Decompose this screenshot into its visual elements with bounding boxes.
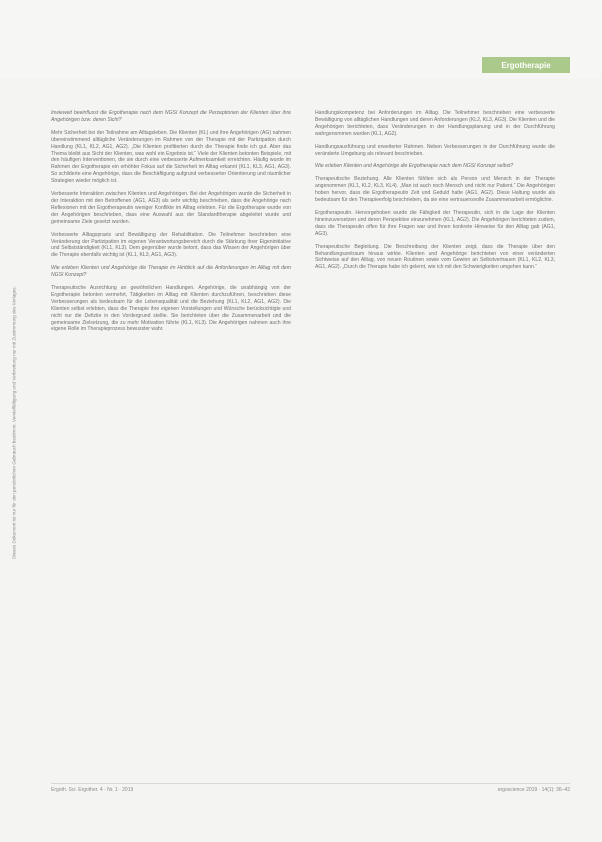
page-footer (51, 787, 570, 797)
right-column (315, 110, 555, 271)
paragraph-competence: Handlungskompetenz bei Anforderungen im Alltag. Die Teilnehmer beschrieben eine verbesserte Bewältigung von alltäglichen Handlungen und deren Anforderungen (KL2, KL3, AG3). Die Klienten und die Angehörigen berichteten, dass Veränderungen in der Handlungsplanung und in der Durchführung wahrgenommen wurden (KL1, AG2). (315, 110, 555, 137)
sidebar-notice (4, 90, 18, 770)
sidebar-notice-text: Dieses Dokument ist nur für den persönlichen Gebrauch bestimmt. Vervielfältigung und Verbreitung nur mit Zustimmung des Verlages. (11, 286, 17, 559)
paragraph-guidance: Therapeutische Begleitung. Die Beschreibung der Klienten zeigt, dass die Therapie über den Behandlungszeitraum hinaus wirkte. Klienten und Angehörige berichteten von einer veränderten Sichtweise auf den Alltag, von neuen Routinen sowie vom Gewinn an Selbstvertrauen (KL1, KL2, KL3, AG1, AG2). „Durch die Therapie habe ich gelernt, wie ich mit den Schwierigkeiten umgehen kann.“ (315, 243, 555, 271)
research-question-1: Inwieweit beeinflusst die Ergotherapie nach dem NGSI Konzept die Perzeptionen der Klienten über ihre Angehörigen bzw. deren Sicht? (51, 110, 291, 123)
research-question-3: Wie erleben Klienten und Angehörige die Ergotherapie nach dem NGSI Konzept selbst? (315, 163, 514, 170)
paragraph-execution: Handlungsausführung und erweiterter Rahmen. Neben Verbesserungen in der Durchführung wurde die veränderte Umgebung als relevant beschrieben. (315, 143, 555, 157)
footer-journal: ergoscience 2019 · 14(1): 36–42 (497, 787, 570, 793)
section-tag: Ergotherapie (482, 57, 570, 73)
footer-citation: Ergoth. Sci. Ergother. 4 · Nr. 1 · 2019 (51, 787, 134, 793)
page-header (0, 0, 602, 78)
paragraph-therapist: Ergotherapeutin. Hervorgehoben wurde die Fähigkeit der Therapeutin, sich in die Lage der Klienten hineinzuversetzen und deren Perspektive einzunehmen (KL1, AG2). Die Angehörigen berichteten zudem, dass die Therapeutin offen für ihre Fragen war und ihnen konkrete Hinweise für den Alltag gab (AG1, AG3). (315, 209, 555, 237)
left-column (51, 110, 291, 333)
paragraph-orientation: Therapeutische Ausrichtung an gewöhnlichen Handlungen. Angehörige, die unabhängig von der Ergotherapie betonten vermehrt, Tätigkeiten im Alltag mit Klienten durchzuführen, beschrieben diese Verbesserungen als bedeutsam für die Lebensqualität und die Beziehung (KL1, KL2, AG1, AG2). Die Klienten selbst erlebten, dass die Therapie ihre eigenen Vorstellungen und Wünsche berücksichtigte und nicht nur die Defizite in den Vordergrund stellte. Sie berichteten über die Zusammenarbeit und die gemeinsame Zielsetzung, die zu mehr Motivation führte (KL1, KL3). Die Angehörigen nahmen auch ihre eigene Rolle im Therapieprozess bewusster wahr. (51, 285, 291, 333)
paragraph-safety: Mehr Sicherheit bei der Teilnahme am Alltagsleben. Die Klienten (KL) und ihre Angehörigen (AG) nahmen übereinstimmend alltägliche Veränderungen im Rahmen von der Therapie mit der Partizipation durch Handlung (KL1, KL2, AG1, AG2). „Die Klienten profitierten durch die Therapie finde ich gut. Aber das Thema bleibt aus Sicht der Klienten, was wohl ein Ergebnis ist.“ Viele der Klienten betonten Beispiele, mit den häufigen Interventionen, die sie durch eine verbesserte Aufmerksamkeit erreichten. Häufig wurde im Rahmen der Ergotherapie ein erhöhter Fokus auf die Sicherheit im Alltag erkannt (KL1, KL3, AG1, AG3). So schilderte eine Angehörige, dass die Beschäftigung aufgrund verbesserter Orientierung und räumlicher Strategien wieder möglich ist. (51, 129, 291, 185)
paragraph-interaction: Verbesserte Interaktion zwischen Klienten und Angehörigen. Bei der Angehörigen wurde die Sicherheit in der Interaktion mit den Betroffenen (AG1, AG3) als sehr wichtig beschrieben, dass die Angehörige nach Reflexionen mit der Ergotherapeutin weniger Konflikte im Alltag erlebten. Für die Ergotherapie wurde von der Angehörigen beschrieben, dass eine Auswahl aus der Standardtherapie abgeleitet wurde und gemeinsame Ziele gesetzt wurden. (51, 191, 291, 225)
paragraph-relationship: Therapeutische Beziehung. Alle Klienten fühlten sich als Person und Mensch in der Therapie angenommen (KL1, KL2, KL3, KL4). „Man ist auch noch Mensch und nicht nur Patient.“ Die Angehörigen hoben hervor, dass die Ergotherapeutin Zeit und Geduld hatte (AG1, AG2). Diese Haltung wurde als bedeutsam für den Therapieerfolg beschrieben, da sie eine vertrauensvolle Zusammenarbeit ermöglichte. (315, 176, 555, 204)
paragraph-rehabilitation: Verbesserte Alltagspraxis und Bewältigung der Rehabilitation. Die Teilnehmer beschrieben eine Veränderung der Partizipation im eigenen Verantwortungsbereich durch die Stärkung ihrer Eigeninitiative und Selbstständigkeit (KL1, KL3). Dem gegenüber wurde betont, dass das Wissen der Angehörigen über die Therapie ebenfalls wichtig ist (KL1, KL3, AG1, AG3). (51, 231, 291, 259)
research-question-2: Wie erleben Klienten und Angehörige die Therapie im Hinblick auf die Anforderungen im Alltag mit dem NGSI Konzept? (51, 265, 291, 279)
footer-divider (51, 783, 570, 784)
